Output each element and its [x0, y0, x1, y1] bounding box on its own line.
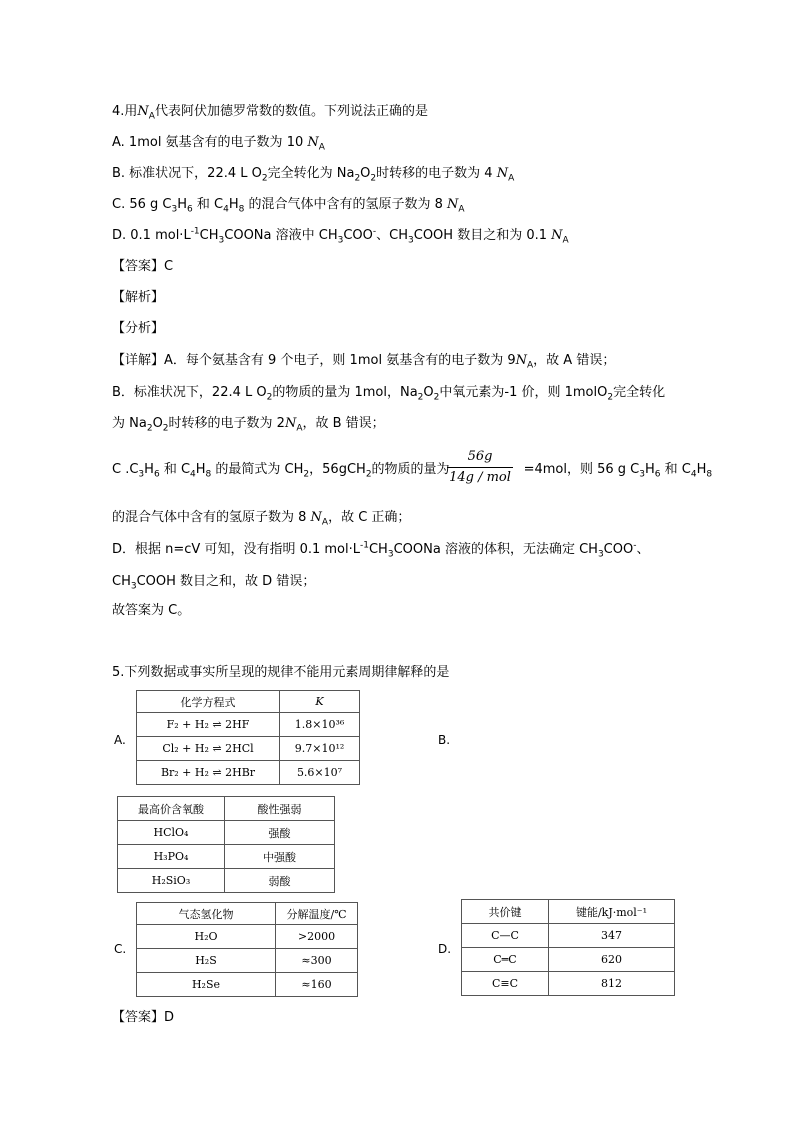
table-header: 键能/kJ·mol⁻¹	[549, 900, 675, 924]
table-cell: 5.6×10⁷	[280, 761, 360, 785]
fraction-numerator: 56g	[467, 449, 493, 464]
q4-option-b: B. 标准状况下，22.4 L $O_2$完全转化为 $Na_2O_2$时转移的电子数为 4 $N_A$	[112, 166, 515, 184]
table-row	[137, 737, 360, 761]
table-cell: C═C	[462, 948, 549, 972]
table-header: 酸性强弱	[225, 797, 335, 821]
table-cell: 812	[549, 972, 675, 996]
table-cell: C—C	[462, 924, 549, 948]
table-a	[136, 690, 360, 785]
table-cell: 620	[549, 948, 675, 972]
table-cell: F₂ + H₂ ⇌ 2HF	[137, 713, 280, 737]
table-row	[462, 948, 675, 972]
molar-fraction	[447, 447, 513, 488]
table-cell: ≈160	[276, 973, 358, 997]
table-row	[118, 869, 335, 893]
q4-detail-d-line2: $CH_3COOH$ 数目之和，故 D 错误；	[112, 574, 316, 592]
table-cell: HClO₄	[118, 821, 225, 845]
table-header: 气态氢化物	[137, 903, 276, 925]
table-row	[137, 925, 358, 949]
q4-analysis-heading: 【解析】	[112, 290, 165, 305]
q5-label-b: B.	[438, 733, 451, 747]
table-row	[137, 691, 360, 713]
q4-detail-a: 【详解】A．每个氨基含有 9 个电子，则 1mol 氨基含有的电子数为 $9N_A$，故 A 错误；	[112, 353, 616, 371]
table-cell: 347	[549, 924, 675, 948]
table-row	[462, 924, 675, 948]
q4-option-d: D. 0.1 $mol\cdot L^{-1}CH_3COONa$ 溶液中 $CH_3COO^-$、$CH_3COOH$ 数目之和为 0.1 $N_A$	[112, 226, 569, 246]
table-cell: 强酸	[225, 821, 335, 845]
table-row	[137, 973, 358, 997]
q4-detail-c-line1: C $.C_3H_6$ 和 $C_4H_8$ 的最简式为 $CH_2$，56gCH$_2$的物质的量为 =4mol，则 56 g $C_3H_6$ 和 $C_4H_8$	[112, 462, 713, 480]
q4-detail-b-line2: 为 $Na_2O_2$时转移的电子数为 $2N_A$，故 B 错误；	[112, 416, 385, 434]
q4-conclusion: 故答案为 C。	[112, 603, 191, 618]
table-row	[137, 761, 360, 785]
table-b	[117, 796, 335, 893]
table-cell: 弱酸	[225, 869, 335, 893]
q4-detail-c-line2: 的混合气体中含有的氢原子数为 8 $N_A$，故 C 正确；	[112, 510, 411, 528]
table-header: K	[280, 691, 360, 713]
table-row	[137, 713, 360, 737]
table-cell: ≈300	[276, 949, 358, 973]
q4-answer: 【答案】C	[112, 259, 174, 274]
table-row	[118, 845, 335, 869]
table-header: 化学方程式	[137, 691, 280, 713]
q5-label-c: C.	[114, 942, 127, 956]
table-cell: 中强酸	[225, 845, 335, 869]
q4-stem: 4.用$N_A$代表阿伏加德罗常数的数值。下列说法正确的是	[112, 104, 428, 122]
table-row	[118, 797, 335, 821]
table-header: 最高价含氧酸	[118, 797, 225, 821]
table-cell: H₃PO₄	[118, 845, 225, 869]
table-cell: >2000	[276, 925, 358, 949]
q5-label-a: A.	[114, 733, 126, 747]
q4-option-c: C. 56 g $C_3H_6$ 和 $C_4H_8$ 的混合气体中含有的氢原子数为 8 $N_A$	[112, 197, 465, 215]
table-cell: H₂SiO₃	[118, 869, 225, 893]
table-cell: C≡C	[462, 972, 549, 996]
q5-answer: 【答案】D	[112, 1010, 175, 1025]
table-row	[118, 821, 335, 845]
fraction-denominator: 14g / mol	[449, 470, 511, 485]
q5-stem: 5.下列数据或事实所呈现的规律不能用元素周期律解释的是	[112, 665, 450, 680]
table-header: 共价键	[462, 900, 549, 924]
table-header: 分解温度/℃	[276, 903, 358, 925]
q4-detail-d-line1: D．根据 n=cV 可知，没有指明 0.1 $mol\cdot L^{-1}CH_3COONa$ 溶液的体积，无法确定 $CH_3COO^-$、	[112, 540, 650, 560]
q4-detail-b-line1: B．标准状况下，22.4 L $O_2$的物质的量为 1mol，$Na_2O_2$中氧元素为-1 价，则 1molO$_2$完全转化	[112, 385, 666, 403]
table-cell: H₂Se	[137, 973, 276, 997]
table-row	[137, 949, 358, 973]
table-row	[462, 900, 675, 924]
q5-label-d: D.	[438, 942, 452, 956]
table-cell: Cl₂ + H₂ ⇌ 2HCl	[137, 737, 280, 761]
table-row	[462, 972, 675, 996]
q4-option-a: A. 1mol 氨基含有的电子数为 10 $N_A$	[112, 135, 325, 153]
table-cell: 9.7×10¹²	[280, 737, 360, 761]
table-d	[461, 899, 675, 996]
q4-fenxi-heading: 【分析】	[112, 321, 165, 336]
table-cell: H₂O	[137, 925, 276, 949]
table-c	[136, 902, 358, 997]
table-cell: 1.8×10³⁶	[280, 713, 360, 737]
table-cell: Br₂ + H₂ ⇌ 2HBr	[137, 761, 280, 785]
table-row	[137, 903, 358, 925]
table-cell: H₂S	[137, 949, 276, 973]
